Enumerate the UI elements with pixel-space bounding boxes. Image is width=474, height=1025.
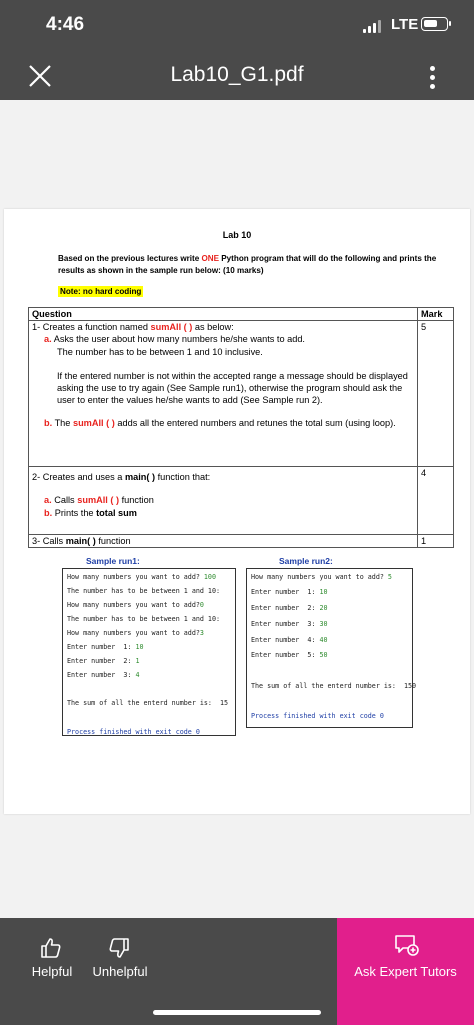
intro-text: Based on the previous lectures write ONE Python program that will do the following and prints the results as shown in the sample run below: (10 marks) [58,254,437,275]
document-title: Lab10_G1.pdf [170,63,304,86]
status-time: 4:46 [46,14,85,35]
thumbs-up-icon[interactable] [39,936,63,960]
thumbs-down-icon[interactable] [107,936,131,960]
sample-run2-console: How many numbers you want to add? 5 Enter number 1: 10 Enter number 2: 20 Enter number 3: 30 Enter number 4: 40 Enter number 5: 50 The sum of all the enterd number is: 150 Process finished with exit code 0 [246,568,413,728]
question-1: 1- Creates a function named sumAll ( ) as below: a. Asks the user about how many numbers he/she wants to add. The number has to be between 1 and 10 inclusive. If the entered number is not within the accepted range a message should be displayed asking the use to try again (See Sample run1), otherwise the program should ask the user to enter the values he/she wants to add (See Sample run 2). b. The sumAll ( ) adds all the entered numbers and retunes the total sum (using loop). [29,321,418,467]
question-3: 3- Calls main( ) function [29,535,418,548]
mark-3: 1 [418,535,454,548]
mark-2: 4 [418,467,454,535]
sample-run2-title: Sample run2: [279,556,333,566]
mark-header: Mark [418,308,454,321]
sample-run1-console: How many numbers you want to add? 100 The number has to be between 1 and 10: How many numbers you want to add?0 The number has to be between 1 and 10: How many numbers you want to add?3 Enter number 1: 10 Enter number 2: 1 Enter number 3: 4 The sum of all the enterd number is: 15 Process finished with exit code 0 [62,568,236,736]
network-label: LTE [391,16,419,33]
ask-expert-label[interactable]: Ask Expert Tutors [354,964,457,979]
ask-question-icon[interactable] [394,934,420,958]
question-header: Question [29,308,418,321]
mark-1: 5 [418,321,454,467]
unhelpful-label[interactable]: Unhelpful [92,964,148,979]
lab-title: Lab 10 [222,230,252,240]
note-highlight: Note: no hard coding [60,287,142,296]
home-indicator [153,1010,321,1015]
top-bar [0,0,474,100]
pdf-page [4,209,470,814]
question-table [28,307,454,548]
sample-run1-title: Sample run1: [86,556,140,566]
more-vertical-icon[interactable] [427,66,437,90]
helpful-label[interactable]: Helpful [31,964,73,979]
battery-icon [421,17,448,31]
signal-icon [363,20,385,33]
question-2: 2- Creates and uses a main( ) function that: a. Calls sumAll ( ) function b. Prints the total sum [29,467,418,535]
